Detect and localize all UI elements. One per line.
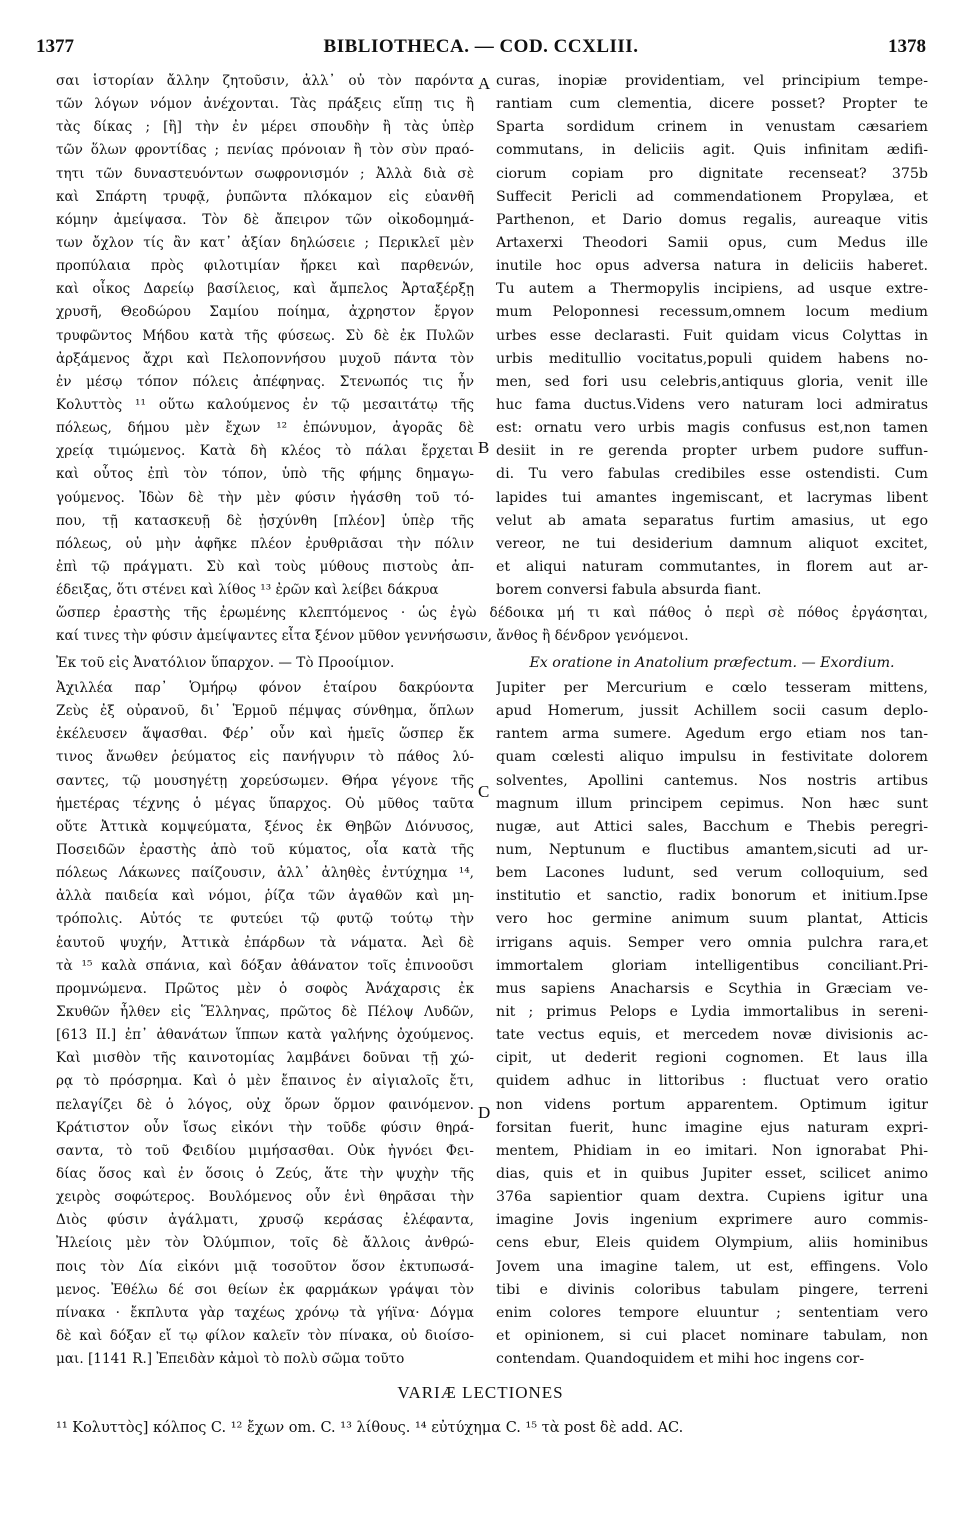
latin-text-line: apud Homerum, jussit Achillem socii casum deplo- <box>496 703 928 720</box>
greek-text-line: Ἀχιλλέα παρ᾽ Ὁμήρῳ φόνον ἑταίρου δακρύοντα <box>56 680 474 696</box>
latin-text-line: mus sapiens Anacharsis e Scythia in Græciam ve- <box>496 980 928 997</box>
latin-text-line: non videns portum apparentem. Optimum igitur <box>496 1096 928 1113</box>
greek-text-line: δίας ὅσος καὶ ἐν ὅσοις ὁ Ζεύς, ἅτε τὴν ψυχὴν τῆς <box>56 1165 474 1182</box>
greek-section-heading: Ἐκ τοῦ εἰς Ἀνατόλιον ὕπαρχον. — Τὸ Προοίμιον. <box>56 655 395 671</box>
greek-text-line: χειρὸς σοφώτερος. Βουλόμενος οὖν ἑνὶ θηρᾶσαι τὴν <box>56 1189 474 1206</box>
latin-text-line: forsitan fuerit, hunc imagine ejus naturam expri- <box>496 1119 928 1136</box>
greek-text-line: πόλεως, δήμου μὲν ἔχων ¹² ἐπώνυμον, ἀγορᾶς δὲ <box>56 420 474 437</box>
greek-text-line: πόλεως, οὐ μὴν ἀφῆκε πλέον ἐρυθριᾶσαι τὴν πόλιν <box>56 535 474 552</box>
latin-text-line: tate vectus equis, et mercedem novæ divisionis ac- <box>496 1027 928 1044</box>
latin-column-top <box>496 70 928 602</box>
greek-column-top <box>56 70 474 602</box>
margin-marker-d: D <box>478 1103 491 1122</box>
latin-text-line: urbis meditullio vocitatus,populi quidem habens no- <box>496 350 928 367</box>
greek-text-line: καὶ οὗτος ἐπὶ τὸν τόπον, ὑπὸ τῆς φήμης δημαγω- <box>56 466 474 483</box>
greek-text-line: ἐκέλευσεν ἅψασθαι. Φέρ᾽ οὖν καὶ ἡμεῖς ὥσπερ ἔκ <box>56 726 474 743</box>
greek-text-line: ἀρξάμενος ἄχρι καὶ Πελοποννήσου μυχοῦ πάντα τὸν <box>56 350 474 367</box>
latin-text-line: quidem adhuc in littoribus : fluctuat vero oratio <box>496 1073 928 1090</box>
latin-text-line: quam cœlesti aliquo impulsu in festivitate dolorem <box>496 749 928 766</box>
latin-text-line: rantem arma sumere. Agedum ergo etiam nos tan- <box>496 726 928 743</box>
greek-text-line: γούμενος. Ἰδὼν δὲ τὴν μὲν φύσιν ἠγάσθη τοῦ τό- <box>56 489 474 506</box>
latin-text-line: rantiam cum clementia, dicere posset? Propter te <box>496 96 928 113</box>
greek-text-line: πίνακα · ἔκπλυτα γὰρ ταχέως χρόνῳ τὰ γήϊνα· Δόγμα <box>56 1304 474 1321</box>
greek-text-line: ἐν μέσῳ τόπον πόλεις ἀπέφηνας. Στενωπός τις ἦν <box>56 373 474 390</box>
greek-text-line: πόλεως Λάκωνες παίζουσιν, ἀλλ᾽ ἀληθὲς ἐντύχημα ¹⁴, <box>56 865 474 882</box>
latin-text-line: contendam. Quandoquidem et mihi hoc ingens cor- <box>496 1351 865 1368</box>
latin-text-line: huc fama ductus.Videns vero naturam loci admiratus <box>496 396 928 413</box>
greek-text-line: χρείᾳ τιμώμενος. Κατὰ δὴ κλέος τὸ πάλαι ἔρχεται <box>56 443 474 460</box>
greek-text-line: σαντα, τὸ τοῦ Φειδίου μιμήσασθαι. Οὐκ ἠγνόει Φει- <box>56 1142 474 1159</box>
latin-column-bottom <box>496 677 928 1371</box>
greek-text-line: που, τῇ κατασκευῇ δὲ ᾐσχύνθη [πλέον] ὑπὲρ τῆς <box>56 512 474 529</box>
latin-text-line: 376a sapientior quam dextra. Cupiens igitur una <box>496 1189 928 1206</box>
latin-text-line: mum Peloponnesi recessum,omnem locum medium <box>496 304 928 321</box>
latin-text-line: ciorum copiam pro dignitate recenseat? 375b <box>496 165 928 182</box>
latin-text-line: institutio et sanctio, radix bonorum et initium.Ipse <box>496 888 928 905</box>
greek-text-line: τῶν λόγων νόμον ἀνέχονται. Τὰς πράξεις εἴπῃ τις ἢ <box>56 96 474 113</box>
greek-text-line: τὰ ¹⁵ καλὰ σπάνια, καὶ δόξαν ἀθάνατον τοῖς ἐπινοοῦσι <box>56 957 474 974</box>
greek-text-line: τρόπολις. Αὐτός τε φυτεύει τῷ φυτῷ τούτῳ τὴν <box>56 911 474 928</box>
latin-text-line: men, sed fori usu celebris,antiquus gloria, venit ille <box>496 373 928 390</box>
greek-text-line: τῶν ὅλων φροντίδας ; πενίας πρόνοιαν ἢ τὸν σὺν πραό- <box>56 142 474 159</box>
latin-text-line: Tu autem a Thermopylis incipiens, ad usque extre- <box>496 281 928 298</box>
latin-text-line: cens ebur, Eleis quidem Olympium, aliis hominibus <box>496 1235 928 1252</box>
right-page-number: 1378 <box>888 36 926 57</box>
latin-text-line: enim colores tempore eluuntur ; sententiam vero <box>496 1304 928 1321</box>
greek-text-line: Ποσειδῶν ἐραστὴς ἀπὸ τοῦ κύματος, οἷα κατὰ τῆς <box>56 841 474 858</box>
latin-text-line: magnum illum principem cepimus. Non hæc sunt <box>496 795 928 812</box>
greek-text-line: πελαγίζει δὲ ὁ λόγος, οὐχ ὅρων ὅρμον φαινόμενον. <box>56 1096 474 1113</box>
greek-text-line: Κολυττὸς ¹¹ οὕτω καλούμενος ἐν τῷ μεσαιτάτῳ τῆς <box>56 396 474 413</box>
full-width-text <box>56 602 928 648</box>
latin-text-line: vereor, ne tui desiderium damnum aliquot excitet, <box>496 535 928 552</box>
greek-text-line: σαντες, τῷ μουσηγέτῃ χορεύσωμεν. Θήρα γέγονε τῆς <box>56 772 474 789</box>
greek-text-line: μαι. [1141 R.] Ἐπειδὰν κἀμοὶ τὸ πολὺ σῶμα τοῦτο <box>56 1351 405 1368</box>
greek-text-line: οὔτε Ἀττικὰ κομψεύματα, ξένος ἐκ Θηβῶν Διόνυσος, <box>56 818 474 835</box>
latin-text-line: et aliqui naturam commutantes, in florem aut ar- <box>496 558 928 575</box>
greek-text-line: χρυσῆ, Θεοδώρου Σαμίου ποίημα, ἀχρηστον ἔργον <box>56 304 474 321</box>
margin-marker-c: C <box>478 782 490 801</box>
greek-text-line: τινος ἄνωθεν ῥεύματος εἰς πανήγυριν τὸ πάθος λύ- <box>56 749 474 766</box>
greek-text-line: τητι τῶν δυναστευόντων σωφρονισμόν ; Ἀλλὰ διὰ σὲ <box>56 165 474 182</box>
latin-text-line: Jovem una imagine talem, ut est, effingens. Volo <box>496 1258 928 1275</box>
full-width-text-line: καί τινες τὴν φύσιν ἀμείψαντες εἶτα ξένον μῦθον γεννήσωσιν, ἄνθος ἢ δένδρον γενόμενοι. <box>56 628 689 645</box>
latin-text-line: borem conversi fabula absurda fiant. <box>496 582 762 599</box>
latin-text-line: Suffecit Pericli ad commendationem Propylæa, et <box>496 188 928 205</box>
latin-text-line: Sparta sordidum crinem in venustam cæsariem <box>496 119 928 136</box>
greek-text-line: Σκυθῶν ἦλθεν εἰς Ἕλληνας, πρῶτος δὲ Πέλοψ Λυδῶν, <box>56 1003 474 1020</box>
latin-text-line: di. Tu vero fabulas credibiles esse ostendisti. Cum <box>496 466 928 483</box>
latin-text-line: Parthenon, et Dario domus regalis, aureaque vitis <box>496 211 928 228</box>
latin-text-line: immortalem gloriam intelligentibus conciliant.Pri- <box>496 957 928 974</box>
latin-text-line: tibi e divinis coloribus tabulam pingere, terreni <box>496 1281 928 1298</box>
greek-text-line: μενος. Ἐθέλω δέ σοι θείων ἐκ φαρμάκων γράψαι τὸν <box>56 1281 474 1298</box>
greek-text-line: ποις τὸν Δία εἰκόνι μιᾷ τοσοῦτον ὅσον ἐκτυπωσά- <box>56 1258 474 1275</box>
latin-text-line: Artaxerxi Theodori Samii opus, cum Medus ille <box>496 234 928 251</box>
latin-text-line: lapides tui amantes ingemiscant, et lacrymas libent <box>496 489 928 506</box>
greek-text-line: ἑαυτοῦ ψυχήν, Ἀττικὰ ἐπάρδων τὰ νάματα. Ἀεὶ δὲ <box>56 934 474 951</box>
greek-text-line: προμνώμενα. Πρῶτος μὲν ὁ σοφὸς Ἀνάχαρσις ἐκ <box>56 980 474 997</box>
latin-section-heading: Ex oratione in Anatolium præfectum. — Exordium. <box>529 655 895 671</box>
variae-lectiones-notes: ¹¹ Κολυττὸς] κόλπος C. ¹² ἔχων om. C. ¹³ λίθους. ¹⁴ εὐτύχημα C. ¹⁵ τὰ post δὲ add. AC. <box>56 1420 684 1436</box>
latin-text-line: solventes, Apollini cantemus. Nos nostris artibus <box>496 772 928 789</box>
greek-text-line: Ζεὺς ἐξ οὐρανοῦ, δι᾽ Ἑρμοῦ πέμψας σύνθημα, ὅπλων <box>56 703 474 720</box>
greek-text-line: καὶ Σπάρτη τρυφᾷ, ῥυπῶντα πλόκαμον εἰς εὐανθῆ <box>56 188 474 205</box>
latin-text-line: nit ; primus Pelops e Lydia immortalibus in sereni- <box>496 1003 928 1020</box>
latin-text-line: imagine Jovis ingenium exprimere auro commis- <box>496 1212 928 1229</box>
latin-text-line: nugæ, aut Attici sales, Bacchum e Thebis peregri- <box>496 818 928 835</box>
greek-text-line: καὶ οἶκος Δαρείῳ βασίλειος, καὶ ἄμπελος Ἀρταξέρξῃ <box>56 281 474 298</box>
greek-text-line: δὲ καὶ δόξαν εἴ τῳ φίλον καλεῖν τὸν πίνακα, οὐ διοίσο- <box>56 1327 474 1344</box>
greek-column-bottom <box>56 677 474 1371</box>
latin-text-line: irrigans aquis. Semper vero omnia pulchra rara,et <box>496 934 928 951</box>
latin-text-line: bem Lacones ludunt, sed verum colloquium, sed <box>496 865 928 882</box>
left-page-number: 1377 <box>36 36 74 57</box>
greek-text-line: ἐπὶ τῷ πράγματι. Σὺ καὶ τοὺς μύθους πιστοὺς ἀπ- <box>56 558 474 575</box>
latin-text-line: et opinionem, si cui placet nominare tabulam, non <box>496 1327 928 1344</box>
variae-lectiones-title: VARIÆ LECTIONES <box>397 1383 564 1402</box>
margin-marker-a: A <box>478 74 491 93</box>
latin-text-line: velut ab amata separatus furtim amasius, ut ego <box>496 512 928 529</box>
latin-text-line: inutile hoc opus adversa natura in deliciis haberet. <box>496 258 928 275</box>
latin-text-line: mentem, Phidiam in eo imitari. Non ignorabat Phi- <box>496 1142 928 1159</box>
latin-text-line: urbes esse declarasti. Fuit quidam vicus Colyttas in <box>496 327 928 344</box>
greek-text-line: ἡμετέρας τέχνης ὁ μέγας ὕπαρχος. Οὐ μῦθος ταῦτα <box>56 795 474 812</box>
latin-text-line: curas, inopiæ providentiam, vel principium tempe- <box>496 73 928 89</box>
greek-text-line: των ὄχλον τίς ἂν κατ᾽ ἀξίαν δηλώσειε ; Περικλεῖ μὲν <box>56 234 474 251</box>
greek-text-line: Ἠλείοις μὲν τὸν Ὀλύμπιον, τοῖς δὲ ἄλλοις ἀνθρώ- <box>56 1235 474 1252</box>
latin-text-line: desiit in re gerenda propter urbem pudore suffun- <box>496 443 928 460</box>
margin-marker-b: B <box>478 438 490 457</box>
greek-text-line: ἀλλὰ παιδεία καὶ νόμοι, ῥίζα τῶν ἀγαθῶν καὶ μη- <box>56 888 474 905</box>
latin-text-line: cipit, ut dederit regioni cognomen. Et laus illa <box>496 1050 928 1067</box>
latin-text-line: vero hoc germine animum suum plantat, Atticis <box>496 911 928 928</box>
greek-text-line: Κράτιστον οὖν ἴσως εἰκόνι τὴν τοῦδε φύσιν θηρά- <box>56 1119 474 1136</box>
greek-text-line: τὰς δίκας ; [ἢ] τὴν ἐν μέρει σπουδὴν ἢ τὰς ὑπὲρ <box>56 119 474 136</box>
latin-text-line: dias, quis et in quibus Jupiter esset, scilicet animo <box>496 1165 928 1182</box>
greek-text-line: προπύλαια πρὸς φιλοτιμίαν ἤρκει καὶ παρθενών, <box>56 258 474 275</box>
greek-text-line: σαι ἱστορίαν ἄλλην ζητοῦσιν, ἀλλ᾽ οὐ τὸν παρόντα <box>56 73 474 89</box>
running-title: BIBLIOTHECA. — COD. CCXLIII. <box>323 36 639 57</box>
full-width-text-line: ὥσπερ ἐραστὴς τῆς ἐρωμένης κλεπτόμενος · ὡς ἐγὼ δέδοικα μή τι καὶ πάθος ὁ περὶ σὲ πόθος ἐργάσηται, <box>56 605 928 621</box>
greek-text-line: Διὸς φύσιν ἀγάλματι, χρυσῷ κεράσας ἐλέφαντα, <box>56 1212 474 1229</box>
greek-text-line: κόμην ἀμείψασα. Τὸν δὲ ἄπειρον τῶν οἰκοδομημά- <box>56 211 474 228</box>
greek-text-line: έδειξας, ὅτι στένει καὶ λίθος ¹³ ἐρῶν καὶ λείβει δάκρυα <box>56 582 439 599</box>
latin-text-line: commutans, in deliciis agit. Quis infinitam ædifi- <box>496 142 928 159</box>
greek-text-line: ρᾳ τὸ πρόσρημα. Καὶ ὁ μὲν ἔπαινος ἐν αἰγιαλοῖς ἔτι, <box>56 1073 474 1090</box>
greek-text-line: Καὶ μισθὸν τῆς καινοτομίας λαμβάνει δοῦναι τῇ χώ- <box>56 1050 474 1067</box>
greek-text-line: τρυφῶντος Μήδου κατὰ τῆς φύσεως. Σὺ δὲ ἐκ Πυλῶν <box>56 327 474 344</box>
latin-text-line: est: ornatu vero urbis magis confusus est,non tamen <box>496 420 928 437</box>
latin-text-line: num, Neptunum e fluctibus amantem,sicuti ad ur- <box>496 841 928 858</box>
greek-text-line: [613 II.] ἐπ᾽ ἀθανάτων ἵππων κατὰ γαλήνης ὀχούμενος. <box>56 1027 474 1044</box>
page-header <box>36 36 926 66</box>
latin-text-line: Jupiter per Mercurium e cœlo tesseram mittens, <box>496 680 928 696</box>
